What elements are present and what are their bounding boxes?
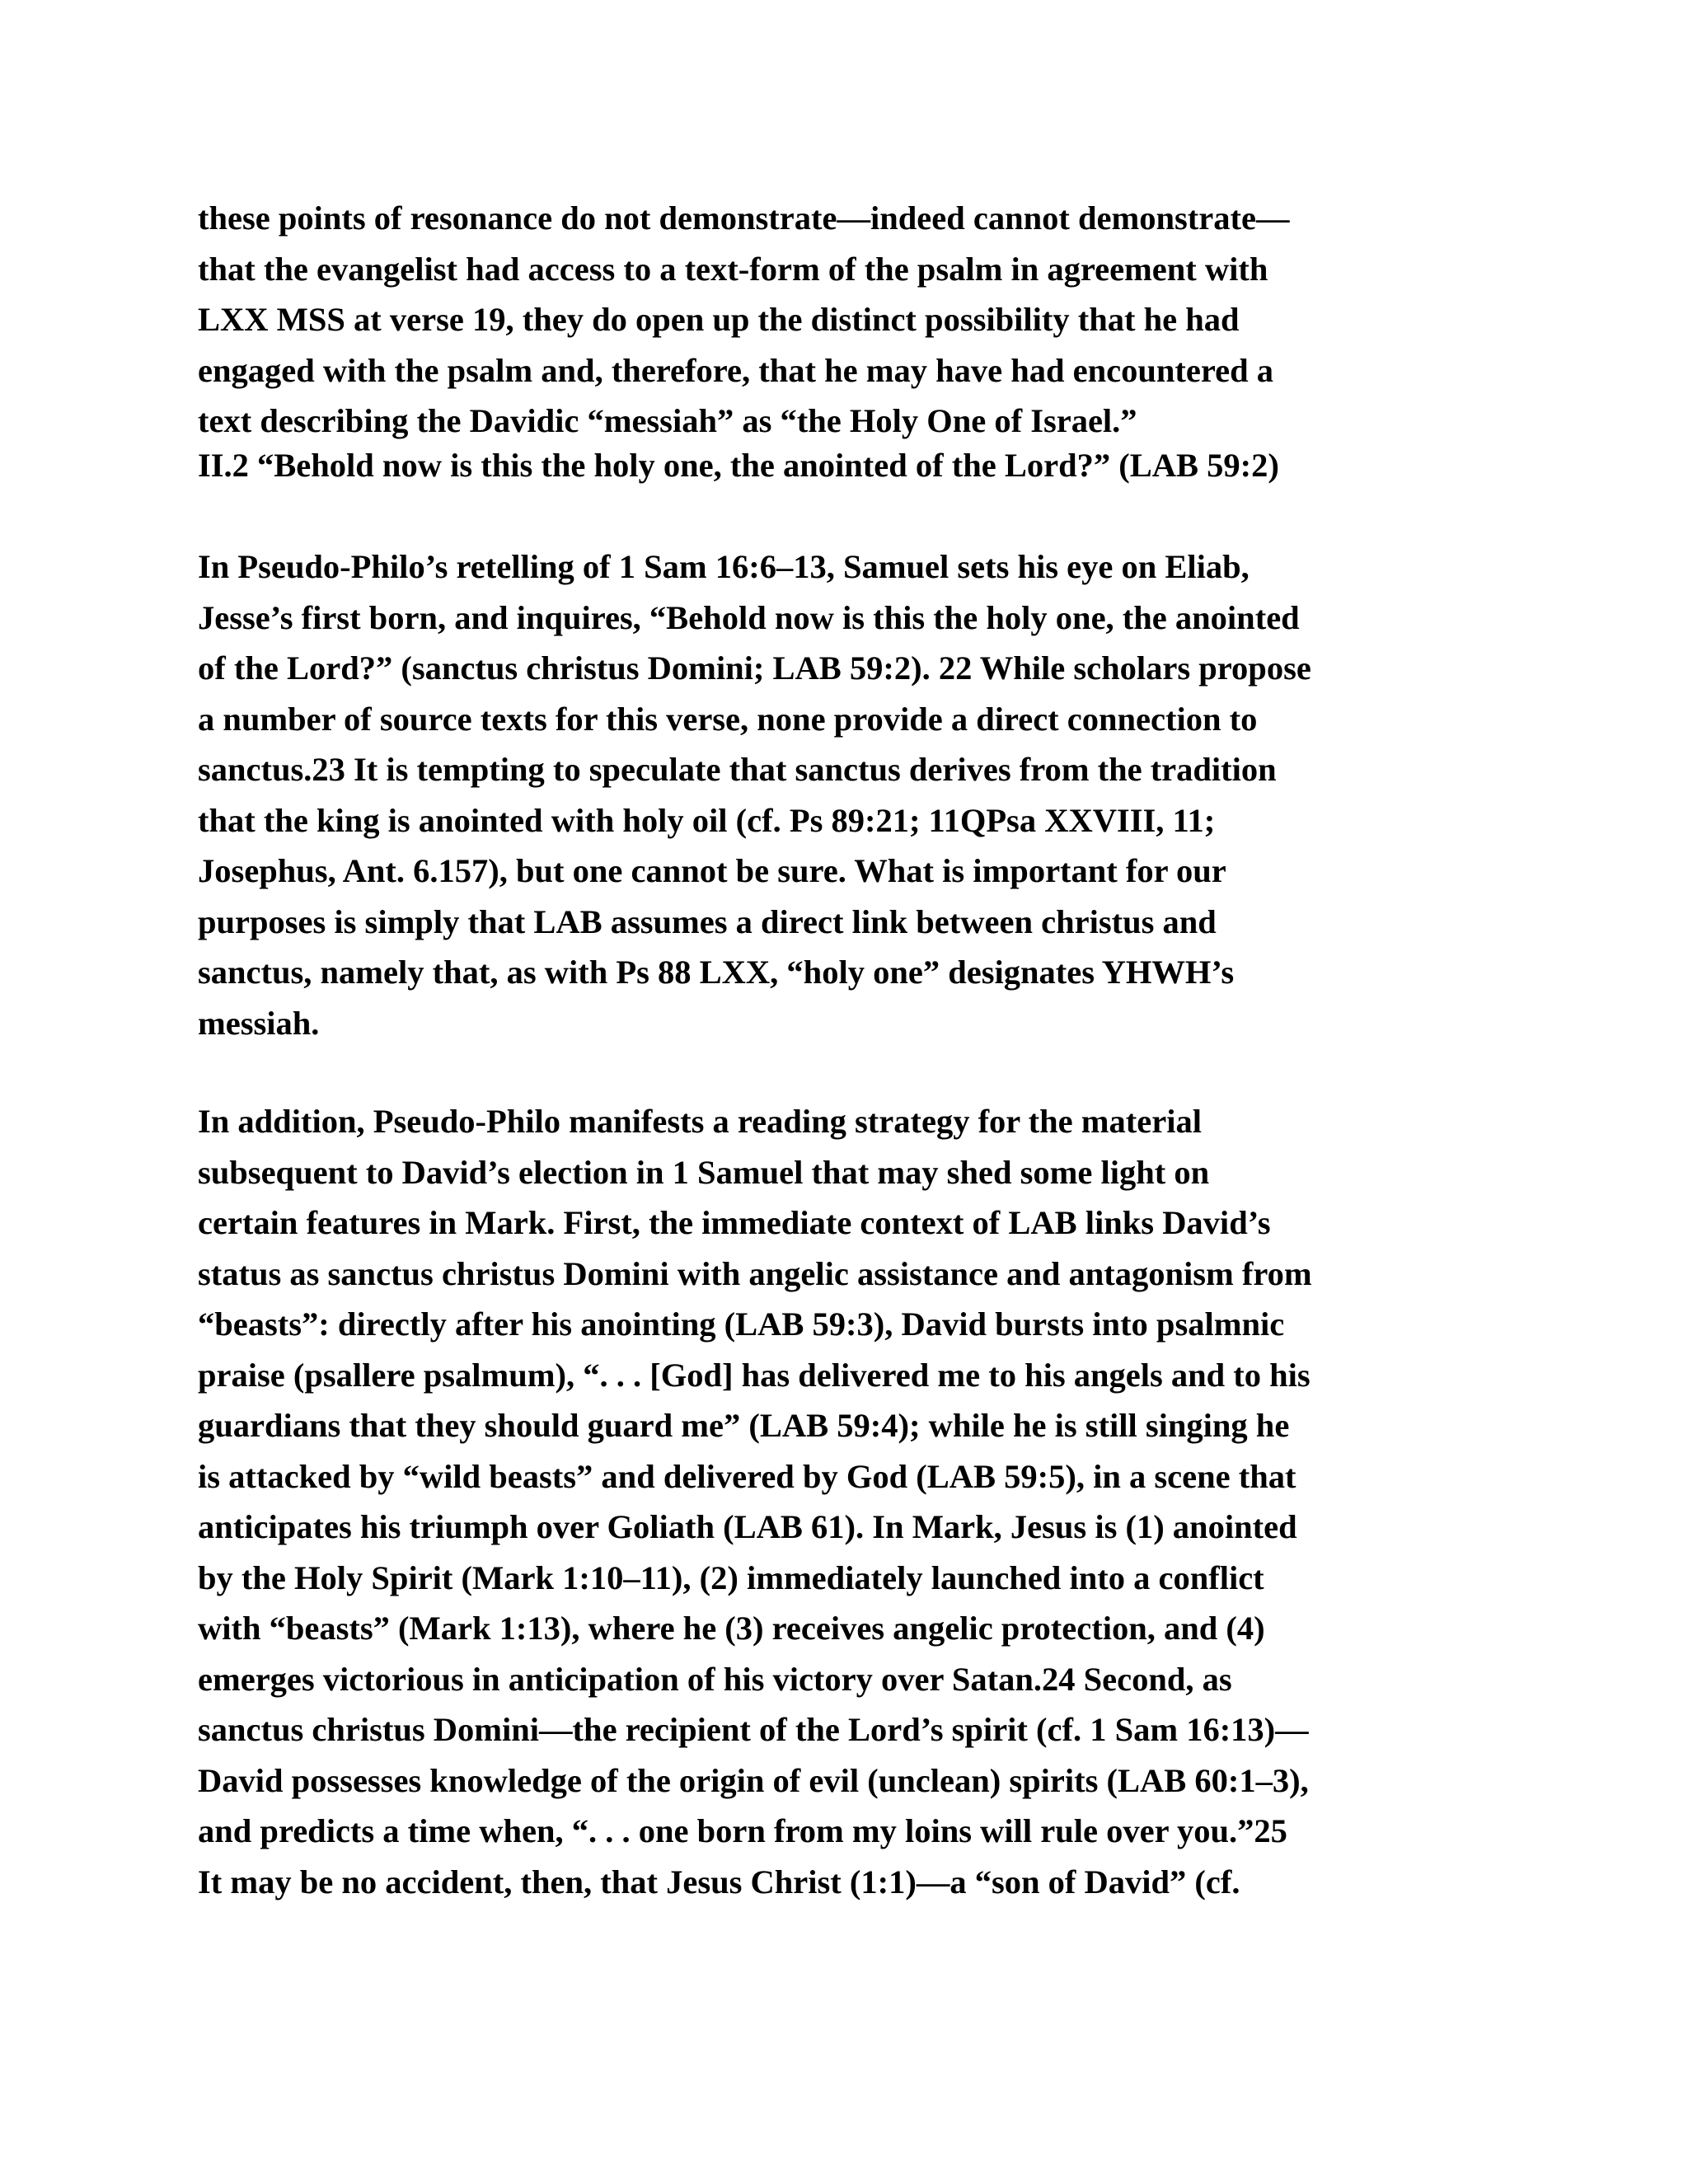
text-line: with “beasts” (Mark 1:13), where he (3) receives angelic protection, and (4)	[198, 1610, 1265, 1647]
text-line: emerges victorious in anticipation of his victory over Satan.24 Second, as	[198, 1660, 1232, 1698]
section-heading	[198, 440, 1517, 491]
text-line: subsequent to David’s election in 1 Samuel that may shed some light on	[198, 1153, 1210, 1191]
text-line: text describing the Davidic “messiah” as “the Holy One of Israel.”	[198, 402, 1137, 439]
text-line: of the Lord?” (sanctus christus Domini; LAB 59:2). 22 While scholars propose	[198, 649, 1311, 687]
text-line: messiah.	[198, 1004, 320, 1042]
text-line: David possesses knowledge of the origin of evil (unclean) spirits (LAB 60:1–3),	[198, 1761, 1309, 1799]
text-line: certain features in Mark. First, the immediate context of LAB links David’s	[198, 1204, 1271, 1241]
text-line: In Pseudo-Philo’s retelling of 1 Sam 16:6–13, Samuel sets his eye on Eliab,	[198, 548, 1250, 585]
text-line: that the evangelist had access to a text-form of the psalm in agreement with	[198, 250, 1268, 288]
text-line: that the king is anointed with holy oil (cf. Ps 89:21; 11QPsa XXVIII, 11;	[198, 801, 1216, 839]
text-line: and predicts a time when, “. . . one born from my loins will rule over you.”25	[198, 1812, 1287, 1849]
paragraph-resonance	[198, 193, 1517, 447]
text-line: praise (psallere psalmum), “. . . [God] has delivered me to his angels and to his	[198, 1356, 1311, 1394]
text-line: status as sanctus christus Domini with angelic assistance and antagonism from	[198, 1254, 1312, 1292]
text-line: sanctus.23 It is tempting to speculate that sanctus derives from the tradition	[198, 751, 1277, 788]
text-line: these points of resonance do not demonstrate—indeed cannot demonstrate—	[198, 199, 1290, 237]
text-line: is attacked by “wild beasts” and delivered by God (LAB 59:5), in a scene that	[198, 1457, 1296, 1495]
paragraph-reading-strategy	[198, 1096, 1517, 1907]
text-line: “beasts”: directly after his anointing (LAB 59:3), David bursts into psalmnic	[198, 1305, 1285, 1343]
text-line: engaged with the psalm and, therefore, that he may have had encountered a	[198, 351, 1273, 389]
text-line: It may be no accident, then, that Jesus Christ (1:1)—a “son of David” (cf.	[198, 1863, 1240, 1900]
text-line: sanctus christus Domini—the recipient of the Lord’s spirit (cf. 1 Sam 16:13)—	[198, 1711, 1309, 1748]
text-line: purposes is simply that LAB assumes a direct link between christus and	[198, 902, 1217, 940]
text-line: by the Holy Spirit (Mark 1:10–11), (2) immediately launched into a conflict	[198, 1558, 1264, 1596]
text-line: a number of source texts for this verse, none provide a direct connection to	[198, 700, 1258, 738]
text-line: In addition, Pseudo-Philo manifests a reading strategy for the material	[198, 1103, 1202, 1140]
text-line: sanctus, namely that, as with Ps 88 LXX, “holy one” designates YHWH’s	[198, 954, 1235, 991]
text-line: guardians that they should guard me” (LAB 59:4); while he is still singing he	[198, 1407, 1290, 1444]
section-heading-text: II.2 “Behold now is this the holy one, the anointed of the Lord?” (LAB 59:2)	[198, 447, 1279, 484]
paragraph-pseudo-philo-retelling	[198, 541, 1517, 1048]
text-line: anticipates his triumph over Goliath (LAB 61). In Mark, Jesus is (1) anointed	[198, 1508, 1297, 1545]
text-line: LXX MSS at verse 19, they do open up the distinct possibility that he had	[198, 301, 1240, 338]
text-line: Josephus, Ant. 6.157), but one cannot be sure. What is important for our	[198, 852, 1226, 889]
text-line: Jesse’s first born, and inquires, “Behold now is this the holy one, the anointed	[198, 598, 1300, 636]
